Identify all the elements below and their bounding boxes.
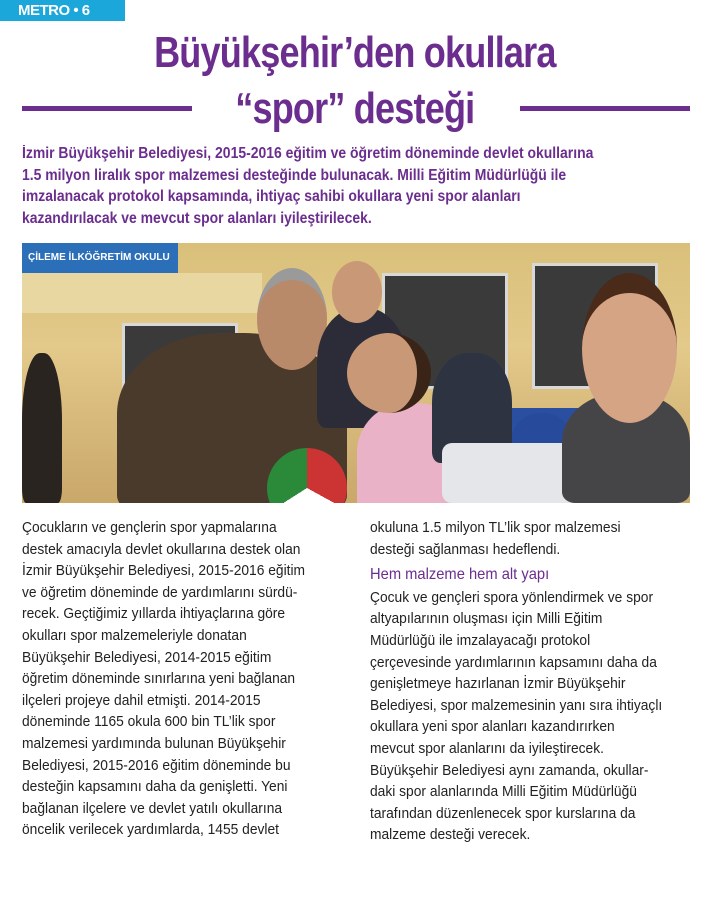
body-line: Belediyesi, spor malzemesinin yanı sıra ihtiyaçlı	[370, 696, 663, 714]
body-line: Büyükşehir Belediyesi, 2014-2015 eğitim	[22, 648, 272, 666]
body-line: desteği sağlanması hedeflendi.	[370, 540, 561, 558]
lead-line: 1.5 milyon liralık spor malzemesi desteğinde bulunacak. Milli Eğitim Müdürlüğü ile	[22, 166, 567, 184]
body-line: tarafından düzenlenecek spor kurslarına da	[370, 804, 636, 822]
body-line: recek. Geçtiğimiz yıllarda ihtiyaçlarına göre	[22, 605, 286, 623]
young-man-head	[332, 261, 382, 323]
lead-paragraph	[22, 143, 702, 229]
body-line: döneminde 1165 okula 600 bin TL’lik spor	[22, 713, 276, 731]
body-line: okulları spor malzemeleriyle donatan	[22, 626, 247, 644]
body-line: bağlanan ilçelere ve devlet yatılı okullarına	[22, 799, 283, 817]
body-line: daki spor alanlarında Milli Eğitim Müdürlüğü	[370, 783, 637, 801]
girl-head	[347, 333, 431, 413]
body-line: Belediyesi, 2015-2016 eğitim döneminde bu	[22, 756, 291, 774]
body-line: desteğin kapsamını daha da genişletti. Yeni	[22, 778, 288, 796]
body-line: okullara yeni spor alanları kazandırırken	[370, 718, 615, 736]
building-awning	[22, 273, 262, 313]
body-column-right	[370, 517, 700, 846]
headline-line-1: Büyükşehir’den okullara	[154, 28, 556, 77]
sports-equipment	[442, 443, 582, 503]
lead-line: imzalanacak protokol kapsamında, ihtiyaç sahibi okullara yeni spor alanları	[22, 188, 521, 205]
section-badge: METRO • 6	[0, 0, 125, 21]
subheading: Hem malzeme hem alt yapı	[370, 566, 550, 584]
body-line: İzmir Büyükşehir Belediyesi, 2015-2016 eğitim	[22, 562, 306, 580]
headline-line-2: “spor” desteği	[235, 84, 475, 133]
body-line: destek amacıyla devlet okullarına destek olan	[22, 540, 301, 558]
body-line: altyapılarının oluşması için Milli Eğitim	[370, 610, 603, 628]
lead-line: İzmir Büyükşehir Belediyesi, 2015-2016 eğitim ve öğretim döneminde devlet okullarına	[22, 145, 594, 162]
body-line: malzeme desteği verecek.	[370, 826, 531, 844]
article-photo	[22, 243, 690, 503]
girl-right-head	[582, 273, 677, 423]
body-line: öğretim döneminde sınırlarına yeni bağlanan	[22, 670, 296, 688]
body-line: öncelik verilecek yardımlarda, 1455 devlet	[22, 821, 279, 839]
body-line: Çocuk ve gençleri spora yönlendirmek ve spor	[370, 588, 654, 606]
body-line: ve öğretim döneminde de yardımlarını sürdü-	[22, 583, 298, 601]
body-line: okuluna 1.5 milyon TL’lik spor malzemesi	[370, 519, 621, 536]
body-column-left	[22, 517, 352, 841]
body-line: çerçevesinde yardımlarının kapsamını daha da	[370, 653, 657, 671]
headline-rule-right	[520, 106, 690, 111]
body-line: malzemesi yardımında bulunan Büyükşehir	[22, 734, 286, 752]
body-line: mevcut spor alanlarını da iyileştirecek.	[370, 739, 604, 757]
body-line: Büyükşehir Belediyesi aynı zamanda, okullar-	[370, 761, 649, 779]
body-line: Müdürlüğü ile imzalayacağı protokol	[370, 631, 591, 649]
body-line: genişletmeye hazırlanan İzmir Büyükşehir	[370, 675, 626, 693]
body-line: Çocukların ve gençlerin spor yapmalarına	[22, 519, 277, 536]
school-sign: ÇİLEME İLKÖĞRETİM OKULU	[22, 243, 178, 273]
person-left-edge	[22, 353, 62, 503]
lead-line: kazandırılacak ve mevcut spor alanları iyileştirilecek.	[22, 209, 372, 227]
body-line: ilçeleri projeye dahil etmişti. 2014-2015	[22, 691, 261, 709]
